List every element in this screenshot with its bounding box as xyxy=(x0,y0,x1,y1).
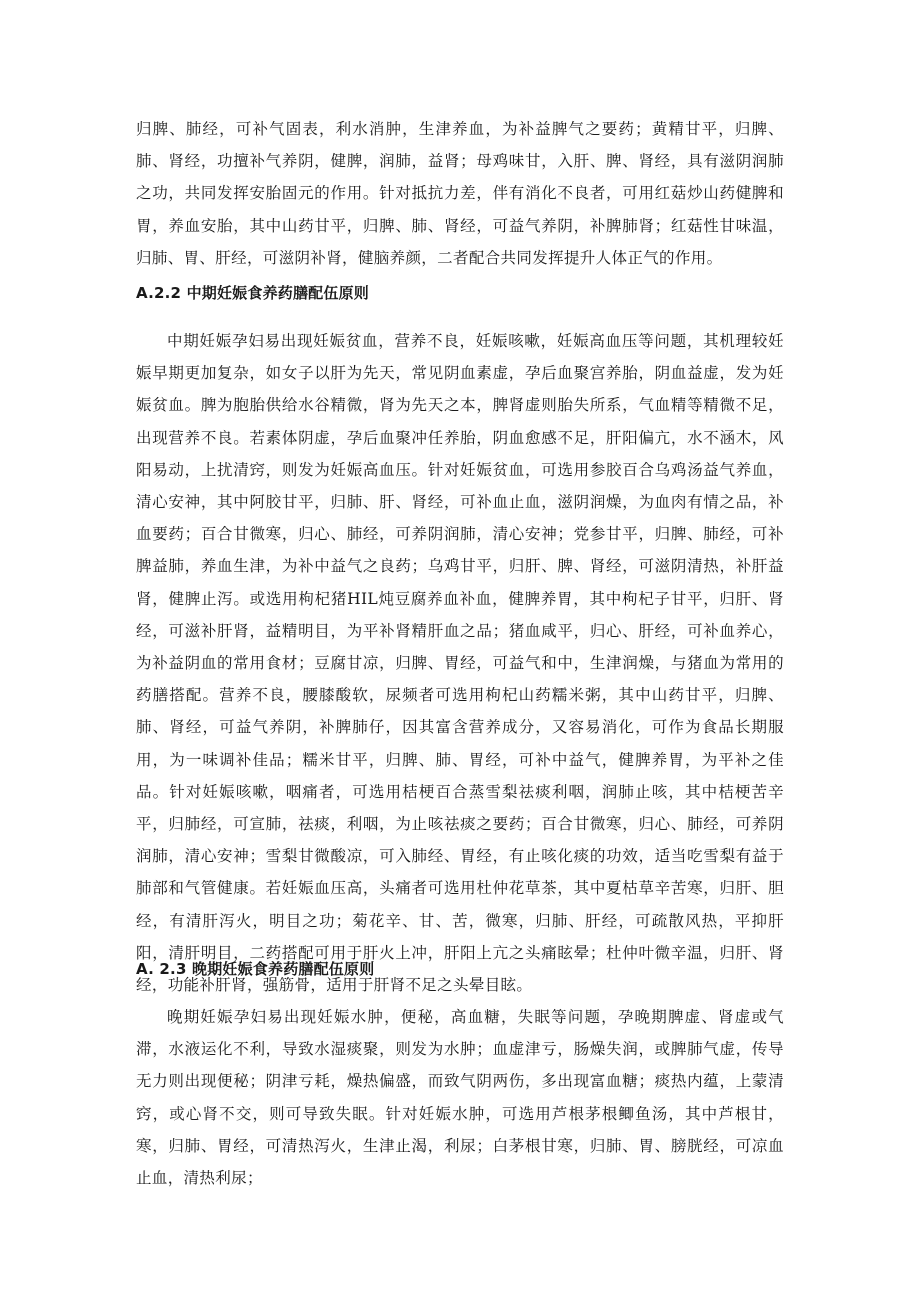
paragraph-continued: 归脾、肺经，可补气固表，利水消肿，生津养血，为补益脾气之要药；黄精甘平，归脾、肺、肾经，功擅补气养阴，健脾，润肺，益肾；母鸡味甘，入肝、脾、肾经，具有滋阴润肺之功，共同发挥安胎固元的作用。针对抵抗力差，伴有消化不良者，可用红菇炒山药健脾和胃，养血安胎，其中山药甘平，归脾、肺、肾经，可益气养阴，补脾肺肾；红菇性甘味温，归肺、胃、肝经，可滋阴补肾，健脑养颜，二者配合共同发挥提升人体正气的作用。 xyxy=(136,120,784,267)
paragraph-mid-pregnancy: 中期妊娠孕妇易出现妊娠贫血，营养不良，妊娠咳嗽，妊娠高血压等问题，其机理较妊娠早期更加复杂，如女子以肝为先天，常见阴血素虚，孕后血聚宫养胎，阴血益虚，发为妊娠贫血。脾为胞胎供给水谷精微，肾为先天之本，脾肾虚则胎失所系，气血精等精微不足，出现营养不良。若素体阴虚，孕后血聚冲任养胎，阴血愈感不足，肝阳偏亢，水不涵木，风阳易动，上扰清窍，则发为妊娠高血压。针对妊娠贫血，可选用参胶百合乌鸡汤益气养血，清心安神，其中阿胶甘平，归肺、肝、肾经，可补血止血，滋阴润燥，为血肉有情之品，补血要药；百合甘微寒，归心、肺经，可养阴润肺，清心安神；党参甘平，归脾、肺经，可补脾益肺，养血生津，为补中益气之良药；乌鸡甘平，归肝、脾、肾经，可滋阴清热，补肝益肾，健脾止泻。或选用枸杞猪HIL炖豆腐养血补血，健脾养胃，其中枸杞子甘平，归肝、肾经，可滋补肝肾，益精明目，为平补肾精肝血之品；猪血咸平，归心、肝经，可补血养心，为补益阴血的常用食材；豆腐甘凉，归脾、胃经，可益气和中，生津润燥，与猪血为常用的药膳搭配。营养不良，腰膝酸软，尿频者可选用枸杞山药糯米粥，其中山药甘平，归脾、肺、肾经，可益气养阴，补脾肺仔，因其富含营养成分，又容易消化，可作为食品长期服用，为一味调补佳品；糯米甘平，归脾、肺、胃经，可补中益气，健脾养胃，为平补之佳品。针对妊娠咳嗽，咽痛者，可选用桔梗百合蒸雪梨祛痰利咽，润肺止咳，其中桔梗苦辛平，归肺经，可宣肺，祛痰，利咽，为止咳祛痰之要药；百合甘微寒，归心、肺经，可养阴润肺，清心安神；雪梨甘微酸凉，可入肺经、胃经，有止咳化痰的功效，适当吃雪梨有益于肺部和气管健康。若妊娠血压高，头痛者可选用杜仲花草茶，其中夏枯草辛苦寒，归肝、胆经，有清肝泻火，明目之功；菊花辛、甘、苦，微寒，归肺、肝经，可疏散风热，平抑肝阳，清肝明目，二药搭配可用于肝火上冲，肝阳上亢之头痛眩晕；杜仲叶微辛温，归肝、肾经，功能补肝肾，强筋骨，适用于肝肾不足之头晕目眩。 xyxy=(136,332,784,995)
section-heading-a22: A.2.2 中期妊娠食养药膳配伍原则 xyxy=(136,284,369,302)
section-heading-a23: A. 2.3 晚期妊娠食养药膳配伍原则 xyxy=(136,960,375,978)
paragraph-late-pregnancy: 晚期妊娠孕妇易出现妊娠水肿，便秘，高血糖，失眠等问题，孕晚期脾虚、肾虚或气滞，水液运化不利，导致水湿痰聚，则发为水肿；血虚津亏，肠燥失润，或脾肺气虚，传导无力则出现便秘；阴津亏耗，燥热偏盛，而致气阴两伤，多出现富血糖；痰热内蕴，上蒙清窍，或心肾不交，则可导致失眠。针对妊娠水肿，可选用芦根茅根鲫鱼汤，其中芦根甘，寒，归肺、胃经，可清热泻火，生津止渴，利尿；白茅根甘寒，归肺、胃、膀胱经，可凉血止血，清热利尿； xyxy=(136,1008,784,1188)
